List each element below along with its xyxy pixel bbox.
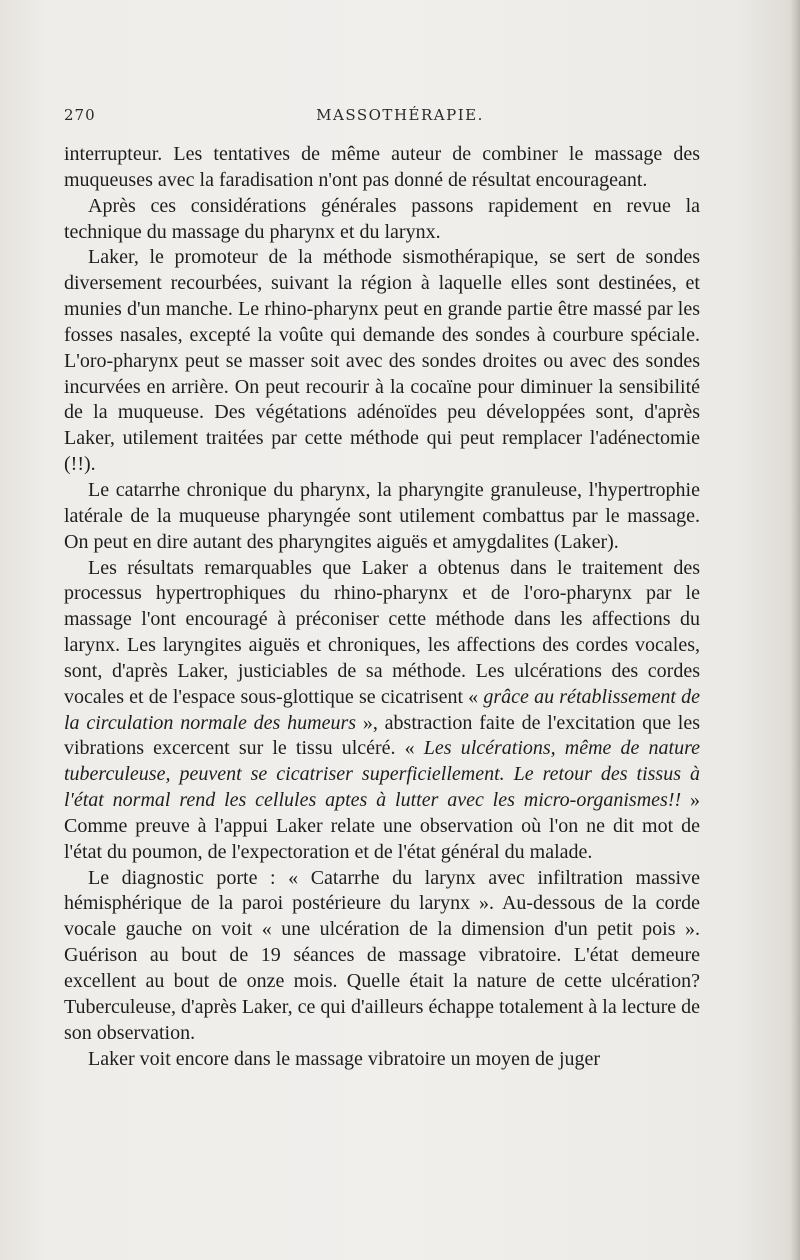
paragraph-5-quote-2: Les ulcérations, même de nature tuberculeuse, peuvent se cicatriser superficiellement. Le retour des tissus à l'état normal rend les cellules aptes à lutter avec les micro-organismes!! xyxy=(64,737,701,812)
paragraph-7: Laker voit encore dans le massage vibratoire un moyen de juger xyxy=(88,1047,601,1070)
paragraph-5 xyxy=(64,556,700,866)
paragraph-5-part-e: » Comme preuve à l'appui Laker relate une observation où l'on ne dit mot de l'état du poumon, de l'expectoration et de l'état général du malade. xyxy=(64,789,700,863)
paragraph-5-quote-1: grâce au rétablissement de la circulation normale des humeurs xyxy=(64,685,700,734)
paragraph-5-part-a: Les résultats remarquables que Laker a obtenus dans le traitement des processus hypertrophiques du rhino-pharynx et de l'oro-pharynx par le massage l'ont encouragé à préconiser cette méthode dans les affections du larynx. Les laryngites aiguës et chroniques, les affections des cordes vocales, sont, d'après Laker, justiciables de sa méthode. Les ulcérations des cordes vocales et de l'espace sous-glottique se cicatrisent « xyxy=(64,556,700,708)
paragraph-5-part-c: », abstraction faite de l'excitation que les vibrations excercent sur le tissu ulcéré. « xyxy=(64,711,700,760)
paragraph-4: Le catarrhe chronique du pharynx, la pharyngite granuleuse, l'hypertrophie latérale de la muqueuse pharyngée sont utilement combattus par le massage. On peut en dire autant des pharyngites aiguës et amygdalites (Laker). xyxy=(64,478,700,553)
paragraph-2: Après ces considérations générales passons rapidement en revue la technique du massage du pharynx et du larynx. xyxy=(64,194,700,243)
page-number: 270 xyxy=(64,106,96,124)
paragraph-6: Le diagnostic porte : « Catarrhe du larynx avec infiltration massive hémisphérique de la paroi postérieure du larynx ». Au-dessous de la corde vocale gauche on voit « une ulcération de la dimension d'un petit pois ». Guérison au bout de 19 séances de massage vibratoire. L'état demeure excellent au bout de onze mois. Quelle était la nature de cette ulcération? Tuberculeuse, d'après Laker, ce qui d'ailleurs échappe totalement à la lecture de son observation. xyxy=(64,866,700,1044)
page-edge-shadow xyxy=(790,0,800,1260)
paragraph-1: interrupteur. Les tentatives de même auteur de combiner le massage des muqueuses avec la faradisation n'ont pas donné de résultat encourageant. xyxy=(64,143,700,191)
page-header xyxy=(64,106,696,132)
paragraph-3: Laker, le promoteur de la méthode sismothérapique, se sert de sondes diversement recourbées, suivant la région à laquelle elles sont destinées, et munies d'un manche. Le rhino-pharynx peut en grande partie être massé par les fosses nasales, excepté la voûte qui demande des sondes à courbure spéciale. L'oro-pharynx peut se masser soit avec des sondes droites ou avec des sondes incurvées en arrière. On peut recourir à la cocaïne pour diminuer la sensibilité de la muqueuse. Des végétations adénoïdes peu développées sont, d'après Laker, utilement traitées par cette méthode qui peut remplacer l'adénectomie (!!). xyxy=(64,246,700,476)
body-text xyxy=(64,142,700,1072)
running-title: MASSOTHÉRAPIE. xyxy=(316,106,484,124)
